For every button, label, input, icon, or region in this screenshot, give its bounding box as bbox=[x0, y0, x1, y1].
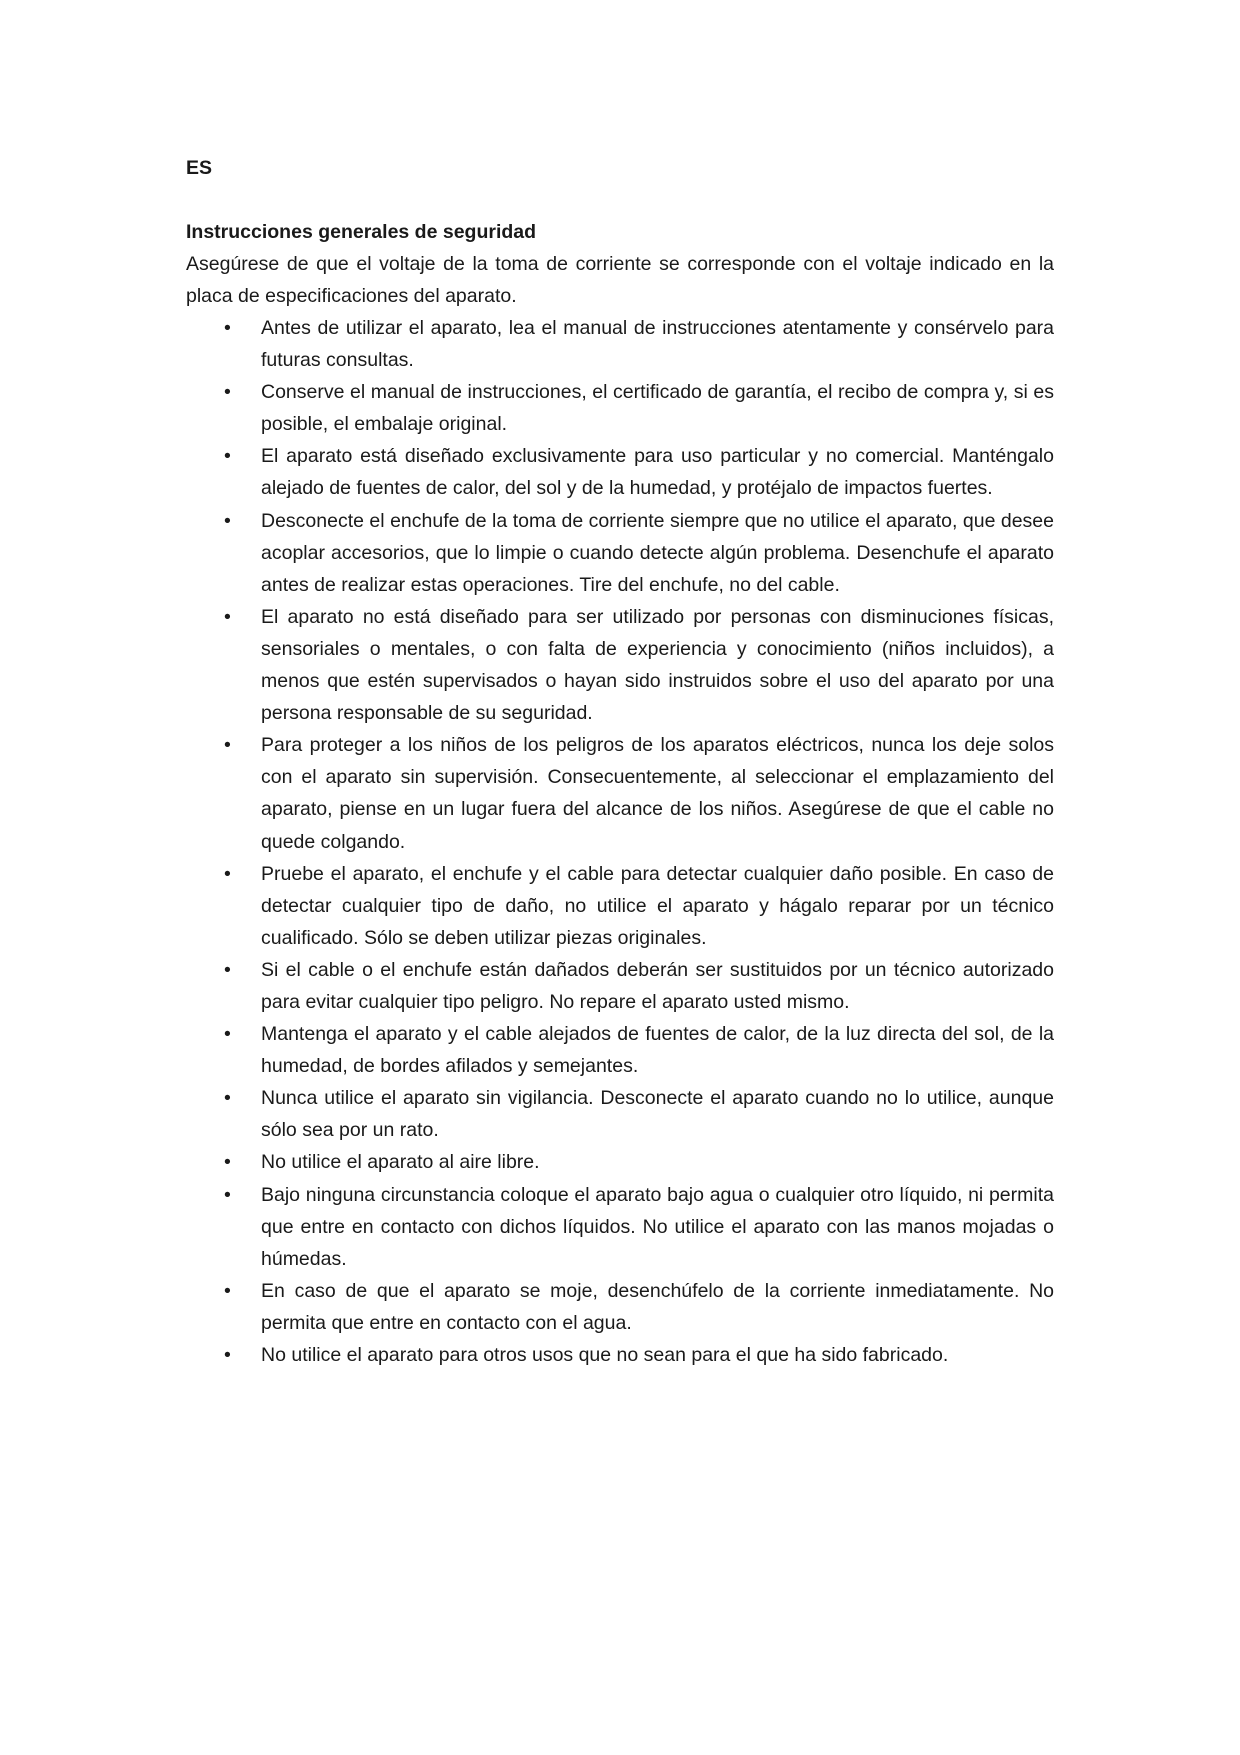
list-item bbox=[186, 376, 1054, 440]
list-item bbox=[186, 1082, 1054, 1146]
list-item-text: Para proteger a los niños de los peligros de los aparatos eléctricos, nunca los deje solos con el aparato sin supervisión. Consecuentemente, al seleccionar el emplazamiento del aparato, piense en un lugar fuera del alcance de los niños. Asegúrese de que el cable no quede colgando. bbox=[261, 734, 1054, 853]
list-item bbox=[186, 1179, 1054, 1275]
bullet-icon: • bbox=[224, 1151, 231, 1174]
bullet-icon: • bbox=[224, 445, 231, 468]
bullet-icon: • bbox=[224, 381, 231, 404]
bullet-icon: • bbox=[224, 605, 231, 628]
list-item-text: No utilice el aparato al aire libre. bbox=[261, 1151, 540, 1174]
list-item-text: Pruebe el aparato, el enchufe y el cable para detectar cualquier daño posible. En caso de detectar cualquier tipo de daño, no utilice el aparato y hágalo reparar por un técnico cualificado. Sólo se deben utilizar piezas originales. bbox=[261, 862, 1054, 949]
list-item-text: Conserve el manual de instrucciones, el certificado de garantía, el recibo de compra y, si es posible, el embalaje original. bbox=[261, 381, 1054, 436]
bullet-icon: • bbox=[224, 1279, 231, 1302]
safety-instructions-list bbox=[186, 312, 1054, 1371]
bullet-icon: • bbox=[224, 317, 231, 339]
language-code: ES bbox=[186, 157, 213, 179]
bullet-icon: • bbox=[224, 862, 231, 885]
list-item bbox=[186, 1275, 1054, 1339]
list-item-text: No utilice el aparato para otros usos que no sean para el que ha sido fabricado. bbox=[261, 1344, 949, 1366]
section-title: Instrucciones generales de seguridad bbox=[186, 221, 537, 243]
list-item bbox=[186, 601, 1054, 729]
bullet-icon: • bbox=[224, 509, 231, 532]
list-item bbox=[186, 312, 1054, 376]
list-item-text: Si el cable o el enchufe están dañados deberán ser sustituidos por un técnico autorizado para evitar cualquier tipo peligro. No repare el aparato usted mismo. bbox=[261, 958, 1054, 1013]
list-item-text: En caso de que el aparato se moje, desenchúfelo de la corriente inmediatamente. No permita que entre en contacto con el agua. bbox=[261, 1279, 1054, 1334]
bullet-icon: • bbox=[224, 1023, 231, 1046]
list-item bbox=[186, 729, 1054, 857]
list-item bbox=[186, 440, 1054, 504]
list-item-text: Desconecte el enchufe de la toma de corriente siempre que no utilice el aparato, que desee acoplar accesorios, que lo limpie o cuando detecte algún problema. Desenchufe el aparato antes de realizar estas operaciones. Tire del enchufe, no del cable. bbox=[261, 509, 1054, 596]
list-item bbox=[186, 1146, 1054, 1178]
list-item bbox=[186, 1339, 1054, 1371]
list-item bbox=[186, 954, 1054, 1018]
bullet-icon: • bbox=[224, 1344, 231, 1366]
list-item-text: El aparato está diseñado exclusivamente para uso particular y no comercial. Manténgalo alejado de fuentes de calor, del sol y de la humedad, y protéjalo de impactos fuertes. bbox=[261, 445, 1054, 500]
list-item-text: Nunca utilice el aparato sin vigilancia. Desconecte el aparato cuando no lo utilice, aunque sólo sea por un rato. bbox=[261, 1087, 1054, 1142]
list-item-text: Bajo ninguna circunstancia coloque el aparato bajo agua o cualquier otro líquido, ni permita que entre en contacto con dichos líquidos. No utilice el aparato con las manos mojadas o húmedas. bbox=[261, 1183, 1054, 1270]
bullet-icon: • bbox=[224, 1183, 231, 1206]
list-item-text: Mantenga el aparato y el cable alejados de fuentes de calor, de la luz directa del sol, de la humedad, de bordes afilados y semejantes. bbox=[261, 1023, 1054, 1078]
list-item-text: Antes de utilizar el aparato, lea el manual de instrucciones atentamente y consérvelo para futuras consultas. bbox=[261, 317, 1054, 372]
list-item bbox=[186, 1018, 1054, 1082]
bullet-icon: • bbox=[224, 734, 231, 757]
document-page bbox=[186, 152, 1054, 1371]
list-item bbox=[186, 858, 1054, 954]
bullet-icon: • bbox=[224, 958, 231, 981]
list-item bbox=[186, 505, 1054, 601]
list-item-text: El aparato no está diseñado para ser utilizado por personas con disminuciones físicas, sensoriales o mentales, o con falta de experiencia y conocimiento (niños incluidos), a menos que estén supervisados o hayan sido instruidos sobre el uso del aparato por una persona responsable de su seguridad. bbox=[261, 605, 1054, 725]
intro-paragraph: Asegúrese de que el voltaje de la toma de corriente se corresponde con el voltaje indicado en la placa de especificaciones del aparato. bbox=[186, 253, 1054, 307]
bullet-icon: • bbox=[224, 1087, 231, 1110]
